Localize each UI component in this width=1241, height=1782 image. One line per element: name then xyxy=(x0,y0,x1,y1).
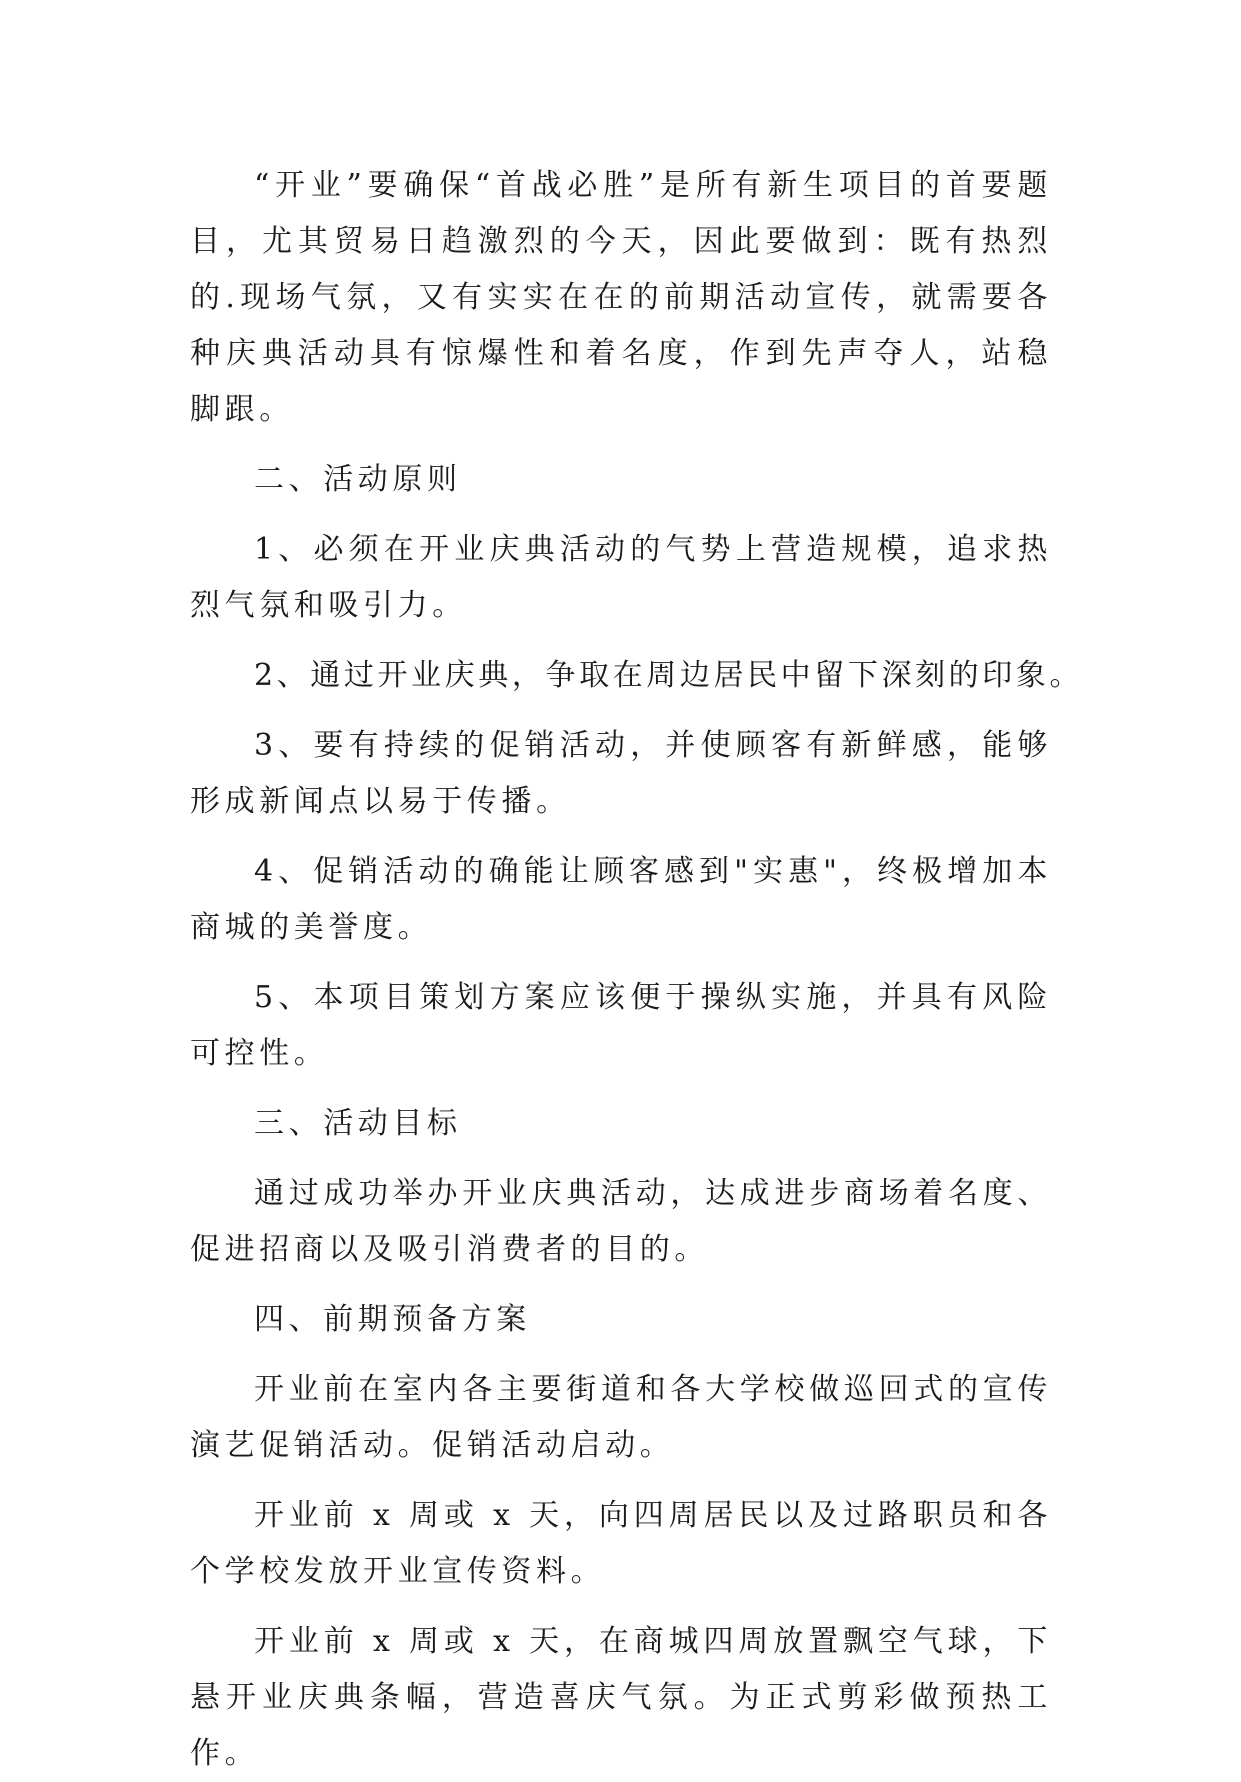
document-body xyxy=(190,158,1084,1782)
preparation-paragraph-1: 开业前在室内各主要街道和各大学校做巡回式的宣传演艺促销活动。促销活动启动。 xyxy=(190,1372,1052,1463)
preparation-paragraph-3: 开业前 x 周或 x 天，在商城四周放置飘空气球，下悬开业庆典条幅，营造喜庆气氛。为正式剪彩做预热工作。 xyxy=(190,1624,1052,1771)
principle-1: 1、必须在开业庆典活动的气势上营造规模，追求热烈气氛和吸引力。 xyxy=(190,532,1052,623)
principle-4: 4、促销活动的确能让顾客感到"实惠"，终极增加本商城的美誉度。 xyxy=(190,854,1052,945)
section-heading-principles: 二、活动原则 xyxy=(254,462,462,497)
principle-2: 2、通过开业庆典，争取在周边居民中留下深刻的印象。 xyxy=(254,658,1084,693)
goals-paragraph: 通过成功举办开业庆典活动，达成进步商场着名度、促进招商以及吸引消费者的目的。 xyxy=(190,1176,1052,1267)
preparation-paragraph-2: 开业前 x 周或 x 天，向四周居民以及过路职员和各个学校发放开业宣传资料。 xyxy=(190,1498,1052,1589)
intro-paragraph: “开业”要确保“首战必胜”是所有新生项目的首要题目，尤其贸易日趋激烈的今天，因此要做到：既有热烈的.现场气氛，又有实实在在的前期活动宣传，就需要各种庆典活动具有惊爆性和着名度，作到先声夺人，站稳脚跟。 xyxy=(190,168,1052,427)
section-heading-goals: 三、活动目标 xyxy=(254,1106,462,1141)
section-heading-preparation: 四、前期预备方案 xyxy=(254,1302,531,1337)
principle-3: 3、要有持续的促销活动，并使顾客有新鲜感，能够形成新闻点以易于传播。 xyxy=(190,728,1052,819)
principle-5: 5、本项目策划方案应该便于操纵实施，并具有风险可控性。 xyxy=(190,980,1052,1071)
